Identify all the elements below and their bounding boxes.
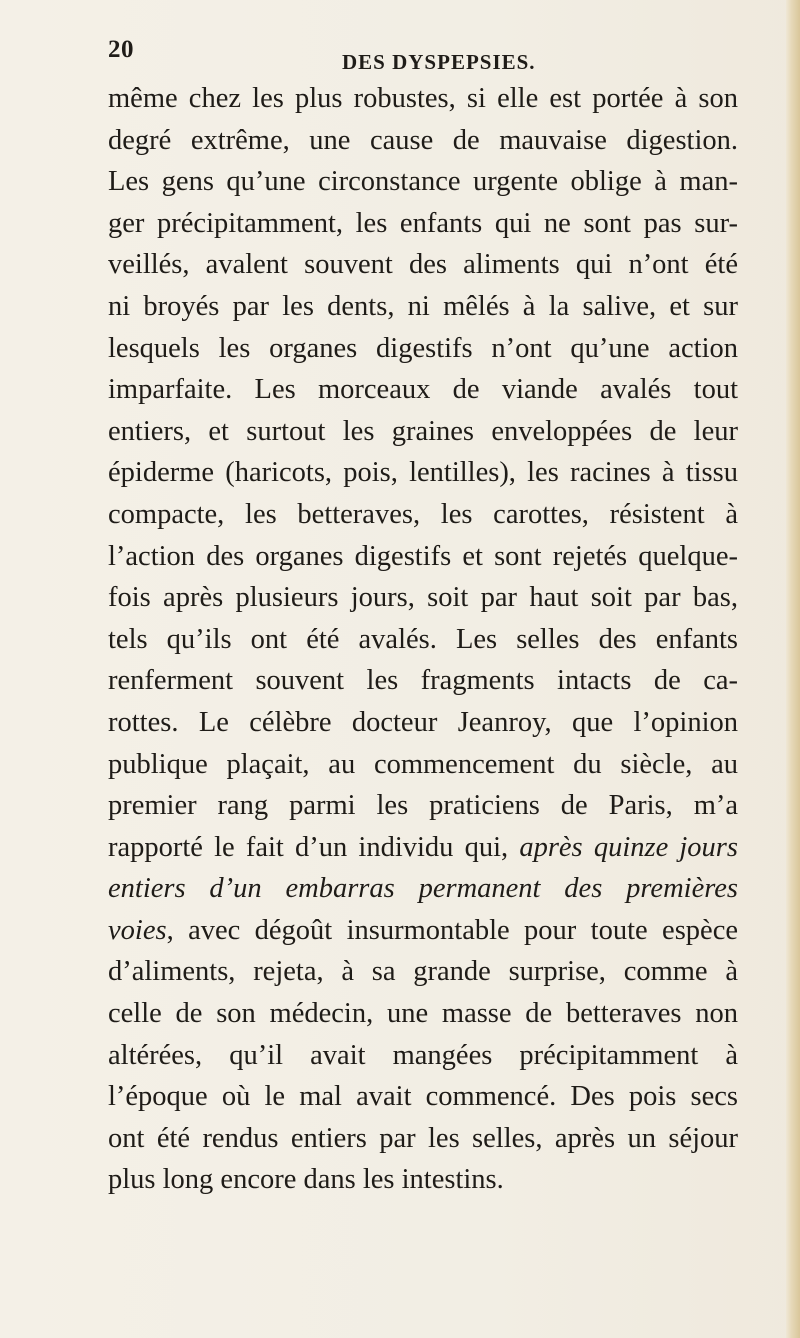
- text-line: premier rang parmi les praticiens de Paris, m’a: [108, 790, 738, 822]
- italic-segment: après quinze jours: [519, 831, 738, 863]
- text-line: rottes. Le célèbre docteur Jeanroy, que l’opinion: [108, 706, 738, 738]
- text-segment: , avec dégoût insurmontable pour toute espèce: [166, 914, 738, 946]
- text-line: fois après plusieurs jours, soit par haut soit par bas,: [108, 582, 738, 614]
- text-line: lesquels les organes digestifs n’ont qu’une action: [108, 332, 738, 364]
- body-text: [108, 78, 738, 1201]
- text-line: ni broyés par les dents, ni mêlés à la salive, et sur: [108, 290, 738, 322]
- page-number: 20: [108, 36, 134, 63]
- page-header: [108, 36, 728, 76]
- text-line: veillés, avalent souvent des aliments qui n’ont été: [108, 249, 738, 281]
- text-line: Les gens qu’une circonstance urgente oblige à man-: [108, 166, 738, 198]
- text-segment: rapporté le fait d’un individu qui,: [108, 831, 520, 863]
- text-line: l’action des organes digestifs et sont rejetés quelque-: [108, 540, 738, 572]
- text-line: imparfaite. Les morceaux de viande avalés tout: [108, 374, 738, 406]
- text-line: épiderme (haricots, pois, lentilles), les racines à tissu: [108, 457, 738, 489]
- text-line: ger précipitamment, les enfants qui ne sont pas sur-: [108, 207, 738, 239]
- text-line: même chez les plus robustes, si elle est portée à son: [108, 83, 738, 114]
- text-line: compacte, les betteraves, les carottes, résistent à: [108, 498, 738, 530]
- text-line: d’aliments, rejeta, à sa grande surprise, comme à: [108, 956, 738, 988]
- text-line: altérées, qu’il avait mangées précipitamment à: [108, 1039, 738, 1071]
- italic-line: entiers d’un embarras permanent des premières: [108, 873, 738, 905]
- text-line: [108, 827, 738, 869]
- page-edge: [786, 0, 800, 1338]
- text-line: [108, 910, 738, 952]
- text-line: renferment souvent les fragments intacts de ca-: [108, 665, 738, 697]
- text-line: entiers, et surtout les graines enveloppées de leur: [108, 415, 738, 447]
- text-line: celle de son médecin, une masse de betteraves non: [108, 998, 738, 1030]
- text-line: publique plaçait, au commencement du siècle, au: [108, 748, 738, 780]
- text-line: degré extrême, une cause de mauvaise digestion.: [108, 124, 738, 156]
- last-text-line: plus long encore dans les intestins.: [108, 1164, 504, 1196]
- running-title: DES DYSPEPSIES.: [342, 50, 536, 74]
- italic-segment: voies: [108, 914, 167, 946]
- text-line: l’époque où le mal avait commencé. Des pois secs: [108, 1081, 738, 1113]
- text-line: ont été rendus entiers par les selles, après un séjour: [108, 1122, 738, 1154]
- text-line: tels qu’ils ont été avalés. Les selles des enfants: [108, 623, 738, 655]
